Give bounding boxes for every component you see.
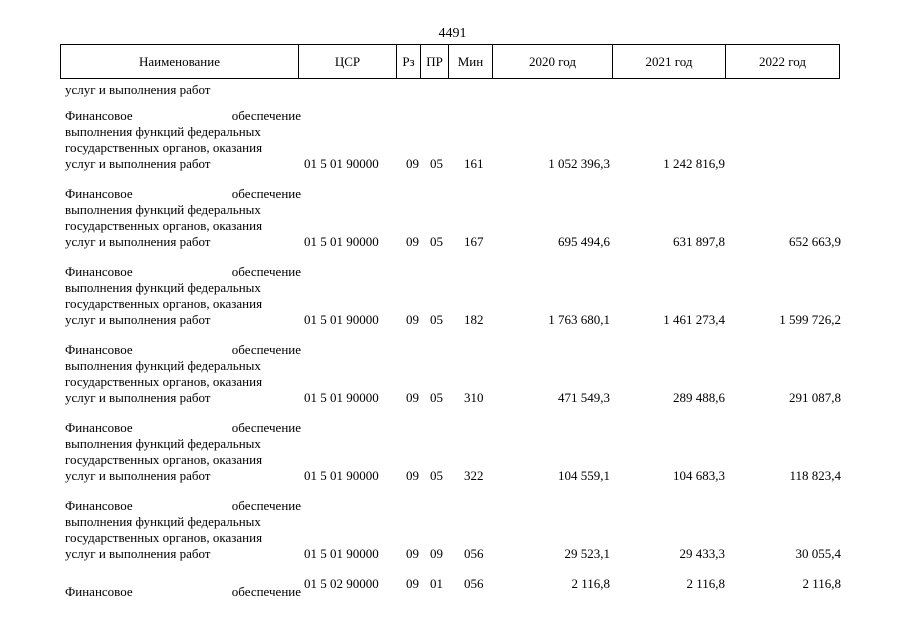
row-csr: 01 5 02 90000 bbox=[304, 576, 379, 591]
row-csr: 01 5 01 90000 bbox=[304, 156, 379, 171]
row-pr: 05 bbox=[430, 468, 443, 483]
row-value-2020: 2 116,8 bbox=[571, 576, 610, 591]
row-name-word: обеспечение bbox=[231, 342, 301, 357]
row-pr: 05 bbox=[430, 390, 443, 405]
row-name-line: выполнения функций федеральных bbox=[65, 124, 261, 139]
row-name-line: услуг и выполнения работ bbox=[65, 234, 211, 249]
row-rz: 09 bbox=[406, 546, 419, 561]
row-value-2022: 118 823,4 bbox=[789, 468, 841, 483]
row-value-2022: 291 087,8 bbox=[789, 390, 841, 405]
row-name-word: Финансовое bbox=[65, 420, 133, 435]
row-name-line: выполнения функций федеральных bbox=[65, 514, 261, 529]
row-name-word: Финансовое bbox=[65, 264, 133, 279]
row-name bbox=[65, 264, 301, 328]
header-name: Наименование bbox=[61, 45, 299, 78]
row-value-2020: 29 523,1 bbox=[564, 546, 610, 561]
row-name-word: обеспечение bbox=[231, 420, 301, 435]
row-rz: 09 bbox=[406, 156, 419, 171]
row-name-line bbox=[65, 498, 301, 514]
row-value-2022: 30 055,4 bbox=[795, 546, 841, 561]
row-value-2021: 2 116,8 bbox=[686, 576, 725, 591]
row-name-line: выполнения функций федеральных bbox=[65, 202, 261, 217]
row-pr: 05 bbox=[430, 312, 443, 327]
row-name-line: выполнения функций федеральных bbox=[65, 280, 261, 295]
row-rz: 09 bbox=[406, 312, 419, 327]
row-csr: 01 5 01 90000 bbox=[304, 312, 379, 327]
row-name-word: обеспечение bbox=[231, 584, 301, 599]
row-value-2020: 104 559,1 bbox=[558, 468, 610, 483]
row-name-line: услуг и выполнения работ bbox=[65, 546, 211, 561]
row-name-line: государственных органов, оказания bbox=[65, 452, 263, 467]
row-name-line: услуг и выполнения работ bbox=[65, 390, 211, 405]
header-2020: 2020 год bbox=[493, 45, 613, 78]
row-name bbox=[65, 108, 301, 172]
row-name-line: государственных органов, оказания bbox=[65, 140, 263, 155]
row-name-line bbox=[65, 584, 301, 600]
row-value-2021: 289 488,6 bbox=[673, 390, 725, 405]
row-value-2021: 29 433,3 bbox=[679, 546, 725, 561]
row-name-word: обеспечение bbox=[231, 186, 301, 201]
row-name-word: обеспечение bbox=[231, 498, 301, 513]
row-name-word: Финансовое bbox=[65, 108, 133, 123]
row-name-word: Финансовое bbox=[65, 186, 133, 201]
row-min: 056 bbox=[464, 546, 484, 561]
row-rz: 09 bbox=[406, 390, 419, 405]
row-value-2020: 471 549,3 bbox=[558, 390, 610, 405]
row-min: 322 bbox=[464, 468, 484, 483]
page-number: 4491 bbox=[438, 26, 467, 41]
row-value-2021: 1 461 273,4 bbox=[663, 312, 725, 327]
row-name bbox=[65, 498, 301, 562]
row-min: 161 bbox=[464, 156, 484, 171]
row-name-line bbox=[65, 186, 301, 202]
row-min: 310 bbox=[464, 390, 484, 405]
row-name-line bbox=[65, 108, 301, 124]
row-name-line bbox=[65, 342, 301, 358]
row-value-2021: 631 897,8 bbox=[673, 234, 725, 249]
row-pr: 05 bbox=[430, 156, 443, 171]
row-name-line: государственных органов, оказания bbox=[65, 218, 263, 233]
header-csr: ЦСР bbox=[299, 45, 397, 78]
row-value-2021: 1 242 816,9 bbox=[663, 156, 725, 171]
row-name bbox=[65, 420, 301, 484]
row-name-line: услуг и выполнения работ bbox=[65, 312, 211, 327]
table-header bbox=[60, 44, 840, 79]
continuation-text: услуг и выполнения работ bbox=[65, 82, 211, 97]
row-name-line: услуг и выполнения работ bbox=[65, 468, 211, 483]
row-value-2022: 652 663,9 bbox=[789, 234, 841, 249]
row-value-2022: 2 116,8 bbox=[802, 576, 841, 591]
row-name-line: выполнения функций федеральных bbox=[65, 436, 261, 451]
row-csr: 01 5 01 90000 bbox=[304, 468, 379, 483]
row-min: 056 bbox=[464, 576, 484, 591]
row-pr: 05 bbox=[430, 234, 443, 249]
row-name-word: Финансовое bbox=[65, 584, 133, 599]
row-csr: 01 5 01 90000 bbox=[304, 390, 379, 405]
row-name-line bbox=[65, 420, 301, 436]
row-pr: 09 bbox=[430, 546, 443, 561]
row-value-2021: 104 683,3 bbox=[673, 468, 725, 483]
row-csr: 01 5 01 90000 bbox=[304, 234, 379, 249]
header-2022: 2022 год bbox=[759, 54, 806, 69]
row-name bbox=[65, 584, 301, 600]
row-rz: 09 bbox=[406, 576, 419, 591]
row-rz: 09 bbox=[406, 234, 419, 249]
row-name-line bbox=[65, 264, 301, 280]
row-value-2020: 1 763 680,1 bbox=[548, 312, 610, 327]
header-2021: 2021 год bbox=[613, 45, 726, 78]
row-name-word: обеспечение bbox=[231, 108, 301, 123]
row-name-line: выполнения функций федеральных bbox=[65, 358, 261, 373]
row-name-line: государственных органов, оказания bbox=[65, 530, 263, 545]
row-name-word: Финансовое bbox=[65, 498, 133, 513]
row-name-word: Финансовое bbox=[65, 342, 133, 357]
row-value-2020: 695 494,6 bbox=[558, 234, 610, 249]
row-value-2022: 1 599 726,2 bbox=[779, 312, 841, 327]
row-name-line: государственных органов, оказания bbox=[65, 374, 263, 389]
header-rz: Рз bbox=[397, 45, 421, 78]
header-min: Мин bbox=[449, 45, 493, 78]
row-name-line: государственных органов, оказания bbox=[65, 296, 263, 311]
row-name bbox=[65, 186, 301, 250]
row-name bbox=[65, 342, 301, 406]
row-value-2020: 1 052 396,3 bbox=[548, 156, 610, 171]
header-pr: ПР bbox=[421, 45, 449, 78]
row-name-line: услуг и выполнения работ bbox=[65, 156, 211, 171]
row-min: 167 bbox=[464, 234, 484, 249]
row-rz: 09 bbox=[406, 468, 419, 483]
row-min: 182 bbox=[464, 312, 484, 327]
row-csr: 01 5 01 90000 bbox=[304, 546, 379, 561]
row-pr: 01 bbox=[430, 576, 443, 591]
row-name-word: обеспечение bbox=[231, 264, 301, 279]
